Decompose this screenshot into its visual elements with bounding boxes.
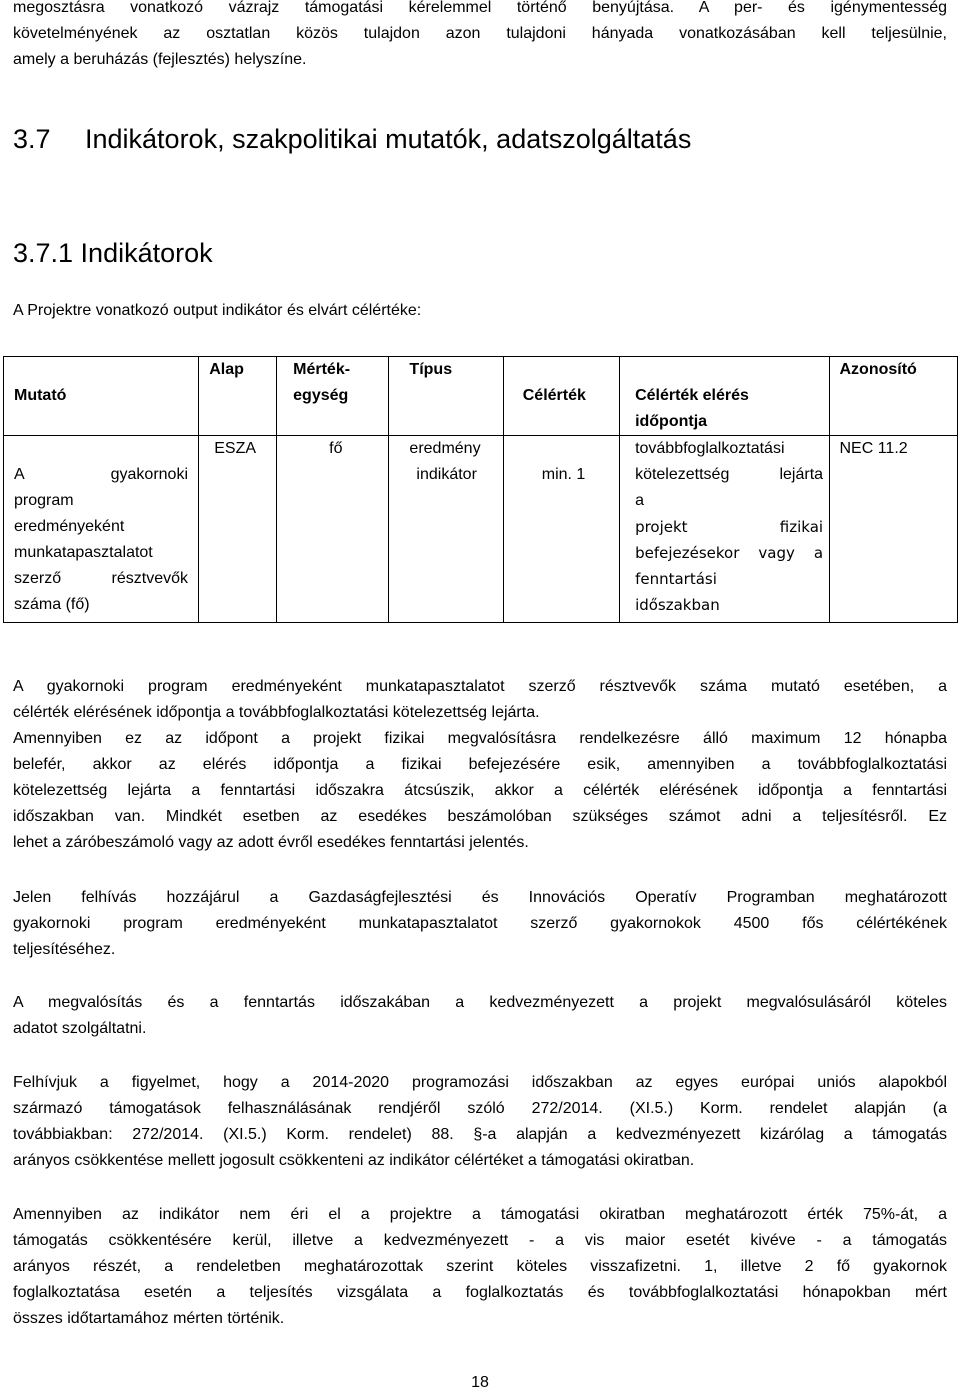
text-line: összes időtartamához mérten történik. xyxy=(13,1310,285,1327)
eleres-line: fenntartási xyxy=(635,570,717,588)
header-cell-celertek-eleres xyxy=(620,357,830,436)
cell-tipus xyxy=(389,436,503,623)
text-line: lehet a záróbeszámoló vagy az adott évről esedékes fenntartási jelentés. xyxy=(13,834,529,851)
header-azonosito: Azonosító xyxy=(839,361,917,378)
text-line: Amennyiben ez az időpont a projekt fizikai megvalósításra rendelkezésre álló maximum 12 hónapba xyxy=(13,730,947,747)
indicator-table xyxy=(3,356,958,623)
header-cell-tipus xyxy=(389,357,503,436)
tipus-value-1: eredmény xyxy=(409,440,481,457)
paragraph-3 xyxy=(13,990,947,1042)
header-cell-mutato xyxy=(4,357,199,436)
cell-celertek xyxy=(503,436,619,623)
cell-azonosito xyxy=(830,436,958,623)
eleres-line: időszakban xyxy=(635,596,720,614)
text-line: célérték elérésének időpontja a továbbfoglalkoztatási kötelezettség lejárta. xyxy=(13,704,540,721)
mutato-line: program xyxy=(14,492,74,509)
page-number: 18 xyxy=(471,1374,489,1391)
header-celertek: Célérték xyxy=(522,387,586,404)
header-celertek-eleres-1: Célérték elérés xyxy=(635,387,749,404)
celertek-value: min. 1 xyxy=(541,466,586,483)
azonosito-value: NEC 11.2 xyxy=(839,440,908,457)
text-line: kötelezettség lejárta a fenntartási időszakra átcsúszik, akkor a célérték elérésének időpontja a fenntartási xyxy=(13,782,947,799)
tipus-value-2: indikátor xyxy=(416,466,477,483)
header-cell-mertekegyseg xyxy=(277,357,389,436)
mutato-line: munkatapasztalatot xyxy=(14,544,153,561)
cell-celertek-eleres xyxy=(620,436,830,623)
paragraph-1 xyxy=(13,674,947,856)
eleres-line: befejezésekor vagy a xyxy=(635,544,824,562)
text-line: arányos részét, a rendeletben meghatározottak szerint köteles visszafizetni. 1, illetve 2 fő gyakornok xyxy=(13,1258,947,1275)
cell-mertekegyseg xyxy=(277,436,389,623)
text-line: továbbiakban: 272/2014. (XI.5.) Korm. rendelet) 88. §-a alapján a kedvezményezett kizárólag a támogatás xyxy=(13,1126,947,1143)
eleres-text xyxy=(635,436,823,618)
eleres-line: kötelezettség lejárta xyxy=(635,466,824,483)
header-mertekegyseg-2: egység xyxy=(293,387,349,404)
text-line: teljesítéséhez. xyxy=(13,941,116,958)
text-line: Amennyiben az indikátor nem éri el a projektre a támogatási okiratban meghatározott érték 75%-át, a xyxy=(13,1206,947,1223)
paragraph-4 xyxy=(13,1070,947,1174)
text-line: amely a beruházás (fejlesztés) helyszíne. xyxy=(13,51,307,68)
mutato-text xyxy=(14,462,188,618)
alap-value: ESZA xyxy=(214,440,257,457)
cell-mutato xyxy=(4,436,199,623)
table-row xyxy=(4,436,958,623)
text-line: adatot szolgáltatni. xyxy=(13,1020,147,1037)
header-mutato: Mutató xyxy=(14,387,67,404)
text-line: belefér, akkor az elérés időpontja a fizikai befejezésére esik, amennyiben a továbbfoglalkoztatási xyxy=(13,756,947,773)
eleres-line: a xyxy=(635,492,644,509)
header-celertek-eleres-2: időpontja xyxy=(635,413,708,430)
section-title: Indikátorok, szakpolitikai mutatók, adatszolgáltatás xyxy=(85,124,692,154)
header-alap: Alap xyxy=(209,361,244,378)
text-line: Jelen felhívás hozzájárul a Gazdaságfejlesztési és Innovációs Operatív Programban meghatározott xyxy=(13,889,947,906)
header-mertekegyseg-1: Mérték- xyxy=(293,361,351,378)
text-line: A gyakornoki program eredményeként munkatapasztalatot szerző résztvevők száma mutató esetében, a xyxy=(13,678,947,695)
section-number: 3.7 xyxy=(13,124,51,154)
paragraph-5 xyxy=(13,1202,947,1332)
text-line: időszakban van. Mindkét esetben az esedékes beszámolóban szükséges számot adni a teljesítésről. Ez xyxy=(13,808,947,825)
cell-alap xyxy=(199,436,277,623)
header-cell-celertek xyxy=(503,357,619,436)
mutato-line: száma (fő) xyxy=(14,596,90,613)
mutato-line: szerző résztvevők xyxy=(14,570,188,587)
text-line: A megvalósítás és a fenntartás időszakában a kedvezményezett a projekt megvalósulásáról köteles xyxy=(13,994,947,1011)
text-line: megosztásra vonatkozó vázrajz támogatási kérelemmel történő benyújtása. A per- és igénymentesség xyxy=(13,0,947,16)
header-cell-alap xyxy=(199,357,277,436)
text-line: Felhívjuk a figyelmet, hogy a 2014-2020 programozási időszakban az egyes európai uniós alapokból xyxy=(13,1074,947,1091)
text-line: gyakornoki program eredményeként munkatapasztalatot szerző gyakornokok 4500 fős célértékének xyxy=(13,915,947,932)
text-line: arányos csökkentése mellett jogosult csökkenteni az indikátor célértéket a támogatási okiratban. xyxy=(13,1152,695,1169)
top-paragraph xyxy=(13,0,947,73)
intro-text: A Projektre vonatkozó output indikátor és elvárt célértéke: xyxy=(13,302,422,319)
eleres-line: továbbfoglalkoztatási xyxy=(635,440,785,457)
text-line: támogatás csökkentésére kerül, illetve a kedvezményezett - a vis maior esetét kivéve - a támogatás xyxy=(13,1232,947,1249)
table-header-row xyxy=(4,357,958,436)
mutato-line: A gyakornoki xyxy=(14,466,188,483)
eleres-line: projekt fizikai xyxy=(635,518,824,536)
text-line: származó támogatások felhasználásának rendjéről szóló 272/2014. (XI.5.) Korm. rendelet alapján (a xyxy=(13,1100,947,1117)
paragraph-2 xyxy=(13,885,947,963)
section-heading xyxy=(13,124,691,155)
subsection-heading: 3.7.1 Indikátorok xyxy=(13,238,213,268)
mutato-line: eredményeként xyxy=(14,518,125,535)
text-line: foglalkoztatása esetén a teljesítés vizsgálata a foglalkoztatás és továbbfoglalkoztatási hónapokban mért xyxy=(13,1284,947,1301)
header-tipus: Típus xyxy=(409,361,453,378)
text-line: követelményének az osztatlan közös tulajdon azon tulajdoni hányada vonatkozásában kell teljesülnie, xyxy=(13,25,947,42)
mertekegyseg-value: fő xyxy=(329,440,343,457)
header-cell-azonosito xyxy=(830,357,958,436)
